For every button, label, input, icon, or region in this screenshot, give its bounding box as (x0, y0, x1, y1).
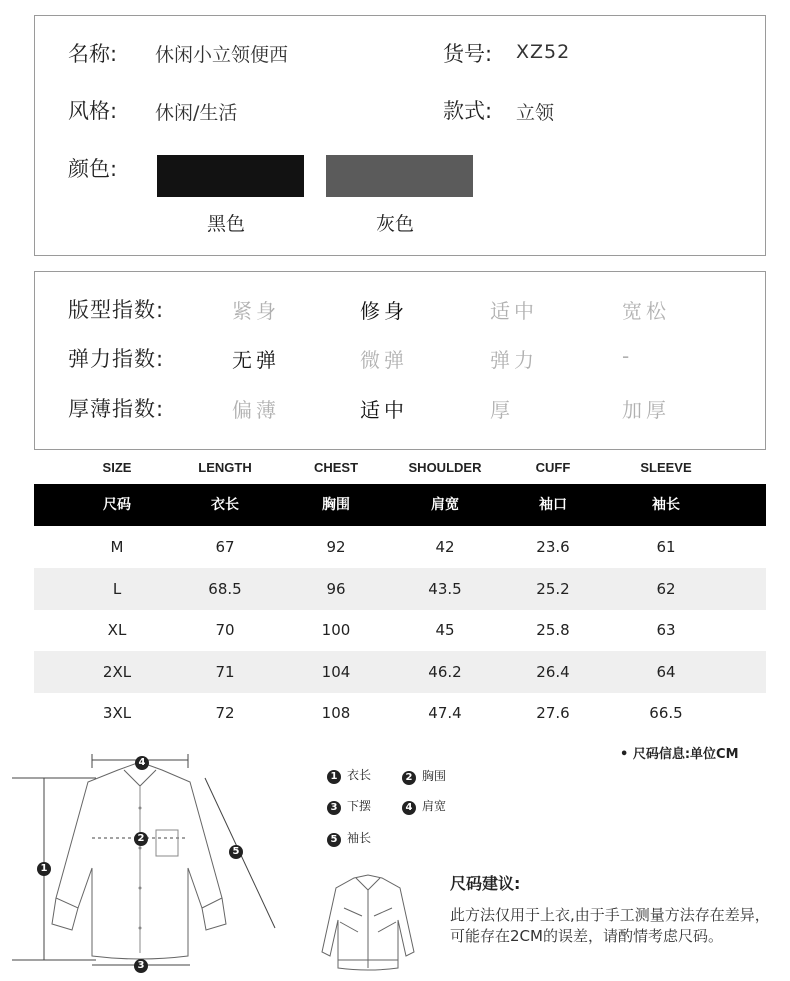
english-header-row (34, 452, 766, 484)
color-name-gray: 灰色 (376, 213, 415, 235)
index-option-1-1: 微弹 (360, 348, 408, 372)
cn-header-cell-0: 尺码 (103, 497, 131, 513)
color-swatch-gray[interactable] (326, 155, 473, 197)
table-cell-1: 72 (215, 704, 235, 723)
index-option-0-3: 宽松 (622, 299, 670, 323)
marker-hem: 3 (134, 959, 148, 973)
table-cell-5: 66.5 (649, 704, 683, 723)
color-label: 颜色: (68, 157, 118, 181)
name-label: 名称: (68, 42, 118, 66)
cn-header-cell-1: 衣长 (211, 497, 239, 513)
table-cell-2: 96 (326, 579, 346, 598)
table-row (34, 609, 766, 651)
table-cell-1: 70 (215, 621, 235, 640)
size-advice-text: 此方法仅用于上衣,由于手工测量方法存在差异，可能存在2CM的误差，请酌情考虑尺码。 (450, 906, 770, 945)
index-option-0-1: 修身 (360, 299, 408, 323)
size-advice-title: 尺码建议: (450, 874, 521, 893)
table-cell-4: 26.4 (536, 662, 570, 681)
marker-length: 1 (37, 862, 51, 876)
table-row (34, 526, 766, 568)
style-value: 休闲/生活 (155, 102, 238, 124)
index-option-2-2: 厚 (490, 398, 514, 422)
color-name-black: 黑色 (207, 213, 246, 235)
code-label: 货号: (443, 42, 493, 66)
legend-item-5: 5 袖长 (327, 829, 371, 847)
color-swatch-black[interactable] (157, 155, 304, 197)
jacket-sketch-icon (318, 872, 418, 976)
table-cell-0: 3XL (102, 704, 132, 723)
table-cell-0: XL (107, 621, 127, 640)
index-option-1-2: 弹力 (490, 348, 538, 372)
index-option-2-1: 适中 (360, 398, 408, 422)
table-cell-3: 45 (435, 621, 455, 640)
table-cell-2: 92 (326, 538, 346, 556)
marker-shoulder: 4 (135, 756, 149, 770)
table-cell-1: 68.5 (208, 579, 242, 598)
index-option-1-3: - (622, 344, 634, 368)
table-cell-2: 108 (321, 704, 351, 723)
style-label: 风格: (68, 99, 118, 123)
table-cell-5: 61 (656, 538, 676, 556)
table-row (34, 692, 766, 734)
index-option-0-0: 紧身 (232, 299, 280, 323)
table-cell-3: 43.5 (428, 579, 462, 598)
en-header-cell-3: SHOULDER (408, 460, 482, 475)
table-cell-0: L (112, 579, 122, 598)
cn-header-cell-2: 胸围 (322, 497, 350, 513)
index-option-1-0: 无弹 (232, 348, 280, 372)
table-cell-2: 104 (321, 662, 351, 681)
legend-item-2: 2 胸围 (402, 767, 446, 785)
en-header-cell-2: CHEST (313, 460, 359, 475)
table-cell-4: 27.6 (536, 704, 570, 723)
en-header-cell-4: CUFF (535, 460, 571, 475)
index-option-0-2: 适中 (490, 299, 538, 323)
table-cell-4: 25.2 (536, 579, 570, 598)
legend-item-3: 3 下摆 (327, 797, 371, 815)
marker-sleeve: 5 (229, 845, 243, 859)
table-cell-4: 23.6 (536, 538, 570, 556)
table-cell-5: 62 (656, 579, 676, 598)
cn-header-cell-3: 肩宽 (431, 497, 459, 513)
table-cell-1: 71 (215, 662, 235, 681)
en-header-cell-5: SLEEVE (640, 460, 692, 475)
table-cell-3: 42 (435, 538, 455, 556)
table-cell-3: 46.2 (428, 662, 462, 681)
table-cell-5: 63 (656, 621, 676, 640)
table-cell-1: 67 (215, 538, 235, 556)
marker-chest: 2 (134, 832, 148, 846)
type-value: 立领 (516, 102, 555, 124)
unit-note: • 尺码信息:单位CM (620, 747, 739, 762)
table-cell-4: 25.8 (536, 621, 570, 640)
table-row (34, 651, 766, 693)
index-option-2-0: 偏薄 (232, 398, 280, 422)
index-option-2-3: 加厚 (622, 398, 670, 422)
index-label-0: 版型指数: (68, 298, 165, 322)
table-cell-0: 2XL (102, 662, 132, 681)
table-cell-3: 47.4 (428, 704, 462, 723)
en-header-cell-0: SIZE (102, 460, 132, 475)
cn-header-cell-4: 袖口 (539, 497, 567, 513)
type-label: 款式: (443, 99, 493, 123)
table-cell-0: M (110, 538, 124, 556)
index-label-2: 厚薄指数: (68, 397, 165, 421)
table-cell-5: 64 (656, 662, 676, 681)
index-label-1: 弹力指数: (68, 347, 165, 371)
name-value: 休闲小立领便西 (155, 44, 289, 66)
table-cell-2: 100 (321, 621, 351, 640)
table-row (34, 568, 766, 610)
code-value: XZ52 (516, 41, 571, 63)
legend-item-1: 1 衣长 (327, 766, 371, 784)
chinese-header-row (34, 484, 766, 526)
legend-item-4: 4 肩宽 (402, 797, 446, 815)
cn-header-cell-5: 袖长 (652, 497, 680, 513)
en-header-cell-1: LENGTH (198, 460, 252, 475)
